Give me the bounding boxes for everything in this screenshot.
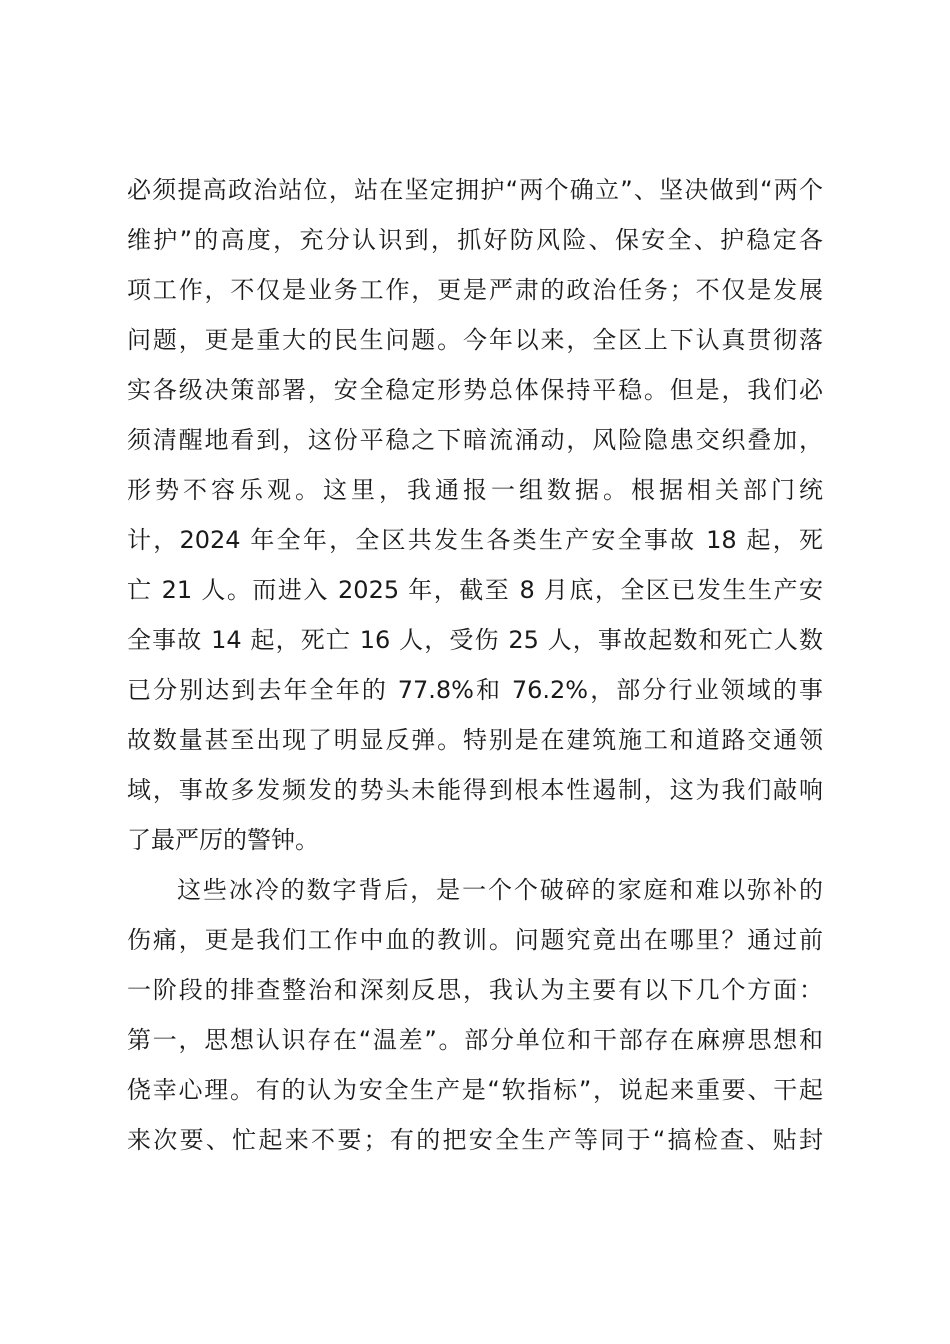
paragraph-line: 伤痛，更是我们工作中血的教训。问题究竟出在哪里？通过前 xyxy=(127,926,823,954)
paragraph-line: 已分别达到去年全年的 77.8%和 76.2%，部分行业领域的事 xyxy=(127,676,823,704)
paragraph-line: 计，2024 年全年，全区共发生各类生产安全事故 18 起，死 xyxy=(127,526,823,554)
paragraph-line: 项工作，不仅是业务工作，更是严肃的政治任务；不仅是发展 xyxy=(127,276,823,304)
paragraph-line: 实各级决策部署，安全稳定形势总体保持平稳。但是，我们必 xyxy=(127,376,823,404)
paragraph-line: 亡 21 人。而进入 2025 年，截至 8 月底，全区已发生生产安 xyxy=(127,576,823,604)
document-body xyxy=(127,165,823,1165)
paragraph-line: 形势不容乐观。这里，我通报一组数据。根据相关部门统 xyxy=(127,476,823,504)
paragraph-line: 侥幸心理。有的认为安全生产是“软指标”，说起来重要、干起 xyxy=(127,1076,823,1104)
paragraph-1 xyxy=(127,165,823,865)
paragraph-line: 必须提高政治站位，站在坚定拥护“两个确立”、坚决做到“两个 xyxy=(127,176,823,204)
paragraph-line: 域，事故多发频发的势头未能得到根本性遏制，这为我们敲响 xyxy=(127,776,823,804)
paragraph-line: 第一，思想认识存在“温差”。部分单位和干部存在麻痹思想和 xyxy=(127,1026,823,1054)
paragraph-line: 须清醒地看到，这份平稳之下暗流涌动，风险隐患交织叠加， xyxy=(127,426,823,454)
paragraph-line: 一阶段的排查整治和深刻反思，我认为主要有以下几个方面： xyxy=(127,976,823,1004)
paragraph-line: 这些冰冷的数字背后，是一个个破碎的家庭和难以弥补的 xyxy=(177,876,823,904)
paragraph-line: 维护”的高度，充分认识到，抓好防风险、保安全、护稳定各 xyxy=(127,226,823,254)
paragraph-2 xyxy=(127,865,823,1165)
paragraph-line: 来次要、忙起来不要；有的把安全生产等同于“搞检查、贴封 xyxy=(127,1126,823,1154)
paragraph-line: 了最严厉的警钟。 xyxy=(127,826,319,854)
paragraph-line: 问题，更是重大的民生问题。今年以来，全区上下认真贯彻落 xyxy=(127,326,823,354)
paragraph-line: 全事故 14 起，死亡 16 人，受伤 25 人，事故起数和死亡人数 xyxy=(127,626,823,654)
paragraph-line: 故数量甚至出现了明显反弹。特别是在建筑施工和道路交通领 xyxy=(127,726,823,754)
